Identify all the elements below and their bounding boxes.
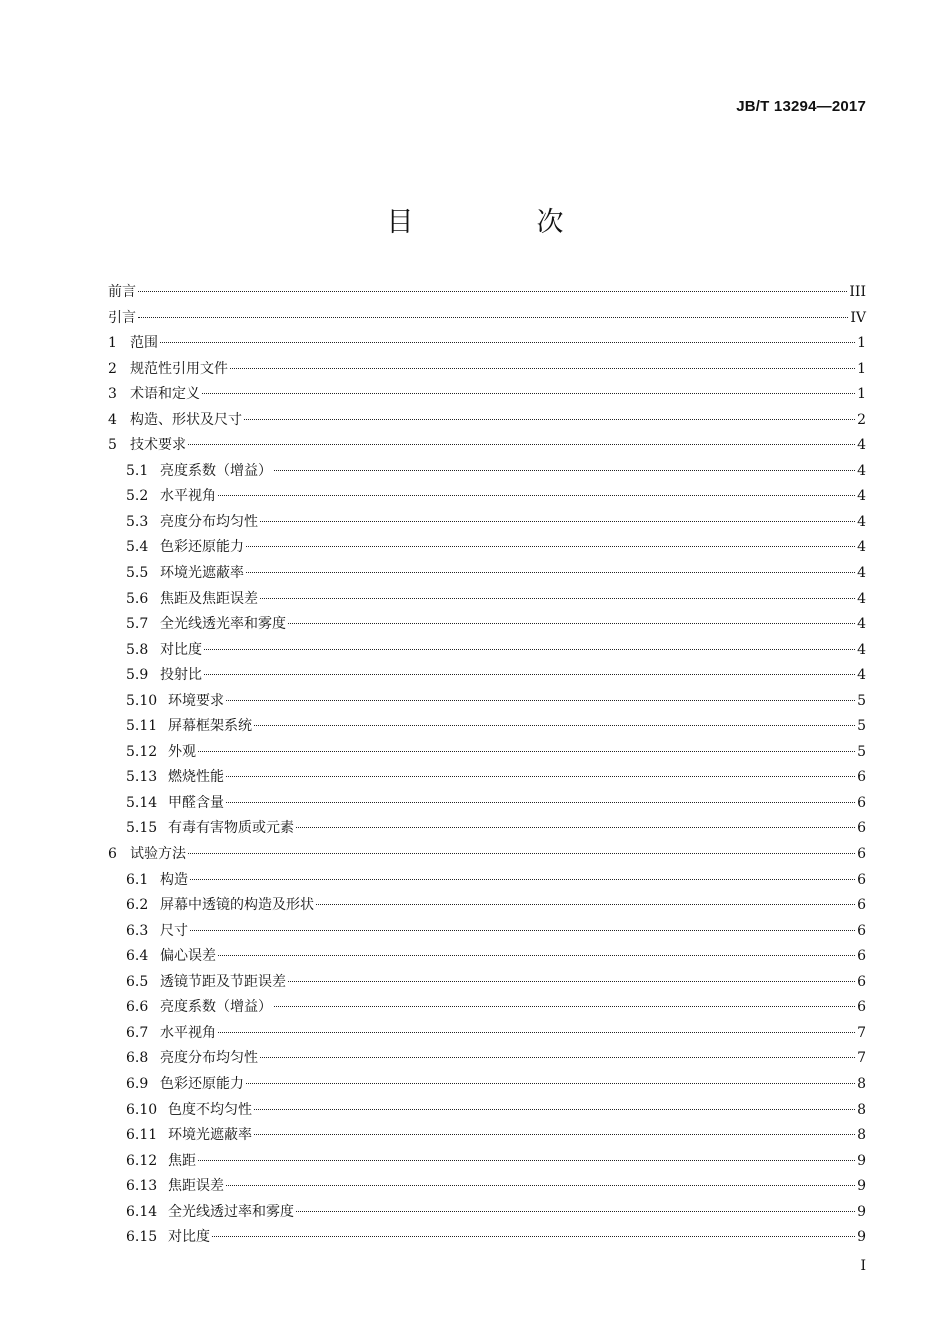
toc-entry[interactable] [108, 689, 866, 715]
dot-leader [246, 545, 855, 547]
toc-entry-page: 4 [857, 667, 866, 684]
dot-leader [226, 775, 855, 777]
toc-entry-page: 8 [857, 1075, 866, 1092]
toc-entry[interactable] [108, 816, 866, 842]
toc-entry[interactable] [108, 612, 866, 638]
toc-entry-page: 6 [857, 846, 866, 863]
toc-entry-number: 5.15 [126, 820, 158, 837]
toc-entry-page: 6 [857, 820, 866, 837]
toc-entry-number: 5.6 [126, 590, 149, 607]
toc-entry-label: 对比度 [160, 641, 202, 658]
toc-entry-page: 4 [857, 513, 866, 530]
toc-entry[interactable] [108, 408, 866, 434]
dot-leader [218, 954, 855, 956]
toc-entry-page: 6 [857, 897, 866, 914]
toc-entry-label: 屏幕框架系统 [168, 718, 252, 735]
toc-entry[interactable] [108, 1098, 866, 1124]
toc-entry-number: 2 [108, 360, 117, 377]
toc-entry-number: 6.10 [126, 1101, 158, 1118]
toc-entry-number: 1 [108, 335, 117, 352]
toc-entry-label: 色彩还原能力 [160, 1075, 244, 1092]
dot-leader [218, 494, 855, 496]
dot-leader [188, 443, 855, 445]
dot-leader [288, 980, 855, 982]
page-title: 目 次 [386, 207, 612, 238]
toc-entry[interactable] [108, 663, 866, 689]
toc-entry-page: 4 [857, 539, 866, 556]
toc-entry-number: 6.5 [126, 973, 149, 990]
toc-entry[interactable] [108, 1021, 866, 1047]
toc-entry-label: 尺寸 [160, 922, 188, 939]
toc-entry-page: IV [850, 309, 866, 326]
toc-entry[interactable] [108, 638, 866, 664]
document-code: JB/T 13294—2017 [736, 98, 866, 115]
toc-entry-label: 构造、形状及尺寸 [130, 411, 242, 428]
table-of-contents [108, 280, 866, 1251]
toc-entry[interactable] [108, 842, 866, 868]
toc-entry[interactable] [108, 484, 866, 510]
toc-entry-label: 水平视角 [160, 488, 216, 505]
toc-entry[interactable] [108, 765, 866, 791]
toc-entry-label: 焦距 [168, 1152, 196, 1169]
toc-entry-page: 6 [857, 999, 866, 1016]
toc-entry-number: 6.9 [126, 1075, 149, 1092]
toc-entry-label: 焦距及焦距误差 [160, 590, 258, 607]
toc-entry-page: 4 [857, 641, 866, 658]
dot-leader [296, 826, 855, 828]
toc-entry-page: 7 [857, 1024, 866, 1041]
dot-leader [226, 801, 855, 803]
toc-entry-page: 6 [857, 973, 866, 990]
dot-leader [212, 1235, 855, 1237]
dot-leader [138, 316, 848, 318]
toc-entry-page: 5 [857, 692, 866, 709]
dot-leader [254, 1108, 855, 1110]
toc-entry-label: 燃烧性能 [168, 769, 224, 786]
toc-entry-page: 4 [857, 616, 866, 633]
toc-entry-label: 构造 [160, 871, 188, 888]
toc-entry[interactable] [108, 995, 866, 1021]
toc-entry[interactable] [108, 433, 866, 459]
dot-leader [198, 750, 855, 752]
toc-entry-page: 1 [857, 386, 866, 403]
toc-entry-page: 6 [857, 871, 866, 888]
toc-entry-label: 甲醛含量 [168, 794, 224, 811]
dot-leader [190, 878, 855, 880]
toc-entry[interactable] [108, 306, 866, 332]
toc-entry-label: 投射比 [160, 667, 202, 684]
toc-entry-label: 亮度系数（增益） [160, 999, 272, 1016]
toc-entry-label: 水平视角 [160, 1024, 216, 1041]
toc-entry-label: 环境要求 [168, 692, 224, 709]
toc-entry-page: 9 [857, 1178, 866, 1195]
toc-entry-number: 5.12 [126, 743, 158, 760]
toc-entry-number: 6.2 [126, 897, 149, 914]
toc-entry-page: 1 [857, 335, 866, 352]
dot-leader [244, 418, 855, 420]
toc-entry[interactable] [108, 714, 866, 740]
toc-entry[interactable] [108, 1225, 866, 1251]
toc-entry-label: 亮度分布均匀性 [160, 513, 258, 530]
toc-entry[interactable] [108, 535, 866, 561]
toc-entry-number: 5.5 [126, 565, 149, 582]
toc-entry-number: 3 [108, 386, 117, 403]
toc-entry-number: 5.8 [126, 641, 149, 658]
dot-leader [296, 1210, 855, 1212]
toc-entry[interactable] [108, 587, 866, 613]
toc-entry-number: 6.4 [126, 948, 149, 965]
toc-entry-label: 引言 [108, 309, 136, 326]
toc-entry-label: 外观 [168, 743, 196, 760]
dot-leader [274, 469, 855, 471]
toc-entry[interactable] [108, 791, 866, 817]
toc-entry-number: 5.14 [126, 794, 158, 811]
toc-entry-label: 有毒有害物质或元素 [168, 820, 294, 837]
toc-entry-number: 5.3 [126, 513, 149, 530]
dot-leader [260, 520, 855, 522]
toc-entry-number: 6.1 [126, 871, 149, 888]
toc-entry-number: 6.15 [126, 1229, 158, 1246]
toc-entry[interactable] [108, 357, 866, 383]
toc-entry[interactable] [108, 868, 866, 894]
toc-entry-label: 色度不均匀性 [168, 1101, 252, 1118]
toc-entry[interactable] [108, 459, 866, 485]
toc-entry-number: 6 [108, 846, 117, 863]
toc-entry[interactable] [108, 970, 866, 996]
dot-leader [218, 1031, 855, 1033]
toc-entry-number: 5.13 [126, 769, 158, 786]
toc-entry[interactable] [108, 561, 866, 587]
dot-leader [230, 367, 855, 369]
dot-leader [188, 852, 855, 854]
toc-entry-page: 8 [857, 1127, 866, 1144]
toc-entry-label: 术语和定义 [130, 386, 200, 403]
toc-entry-page: 6 [857, 794, 866, 811]
toc-entry-page: 7 [857, 1050, 866, 1067]
toc-entry-label: 范围 [130, 335, 158, 352]
toc-entry-page: 6 [857, 922, 866, 939]
toc-entry[interactable] [108, 1174, 866, 1200]
toc-entry-number: 4 [108, 411, 117, 428]
toc-entry[interactable] [108, 1149, 866, 1175]
toc-entry-page: 4 [857, 488, 866, 505]
dot-leader [160, 341, 855, 343]
toc-entry[interactable] [108, 740, 866, 766]
toc-entry-number: 6.12 [126, 1152, 158, 1169]
toc-entry-label: 技术要求 [130, 437, 186, 454]
toc-entry-page: 2 [857, 411, 866, 428]
toc-entry-label: 对比度 [168, 1229, 210, 1246]
toc-entry-label: 色彩还原能力 [160, 539, 244, 556]
toc-entry-page: 1 [857, 360, 866, 377]
toc-entry-number: 6.13 [126, 1178, 158, 1195]
toc-entry-number: 5.4 [126, 539, 149, 556]
dot-leader [204, 648, 855, 650]
toc-entry-page: 9 [857, 1203, 866, 1220]
page-number: I [860, 1258, 866, 1274]
toc-entry-number: 6.6 [126, 999, 149, 1016]
toc-entry-number: 6.11 [126, 1127, 158, 1144]
toc-entry-number: 5.2 [126, 488, 149, 505]
toc-entry-page: 5 [857, 718, 866, 735]
toc-entry-page: 8 [857, 1101, 866, 1118]
toc-entry[interactable] [108, 510, 866, 536]
toc-entry-page: 9 [857, 1229, 866, 1246]
dot-leader [246, 571, 855, 573]
toc-entry-page: 4 [857, 462, 866, 479]
dot-leader [254, 724, 855, 726]
toc-entry[interactable] [108, 893, 866, 919]
toc-entry-number: 5.9 [126, 667, 149, 684]
toc-entry[interactable] [108, 382, 866, 408]
toc-entry-label: 亮度系数（增益） [160, 462, 272, 479]
toc-entry-label: 屏幕中透镜的构造及形状 [160, 897, 314, 914]
dot-leader [226, 699, 855, 701]
toc-entry-page: 4 [857, 565, 866, 582]
toc-entry-number: 5.7 [126, 616, 149, 633]
toc-entry-page: 4 [857, 437, 866, 454]
toc-entry-page: 6 [857, 948, 866, 965]
dot-leader [254, 1133, 855, 1135]
dot-leader [204, 673, 855, 675]
dot-leader [190, 929, 855, 931]
toc-entry[interactable] [108, 1123, 866, 1149]
dot-leader [138, 290, 847, 292]
dot-leader [202, 392, 855, 394]
toc-entry[interactable] [108, 1200, 866, 1226]
toc-entry-label: 试验方法 [130, 846, 186, 863]
toc-entry-label: 前言 [108, 284, 136, 300]
toc-entry[interactable] [108, 944, 866, 970]
toc-entry-page: 4 [857, 590, 866, 607]
dot-leader [288, 622, 855, 624]
toc-entry[interactable] [108, 280, 866, 306]
toc-entry-label: 偏心误差 [160, 948, 216, 965]
dot-leader [316, 903, 855, 905]
toc-entry-page: III [849, 284, 866, 300]
toc-entry-number: 5.11 [126, 718, 158, 735]
toc-entry-number: 6.7 [126, 1024, 149, 1041]
dot-leader [226, 1184, 855, 1186]
toc-entry[interactable] [108, 1046, 866, 1072]
toc-entry-number: 6.8 [126, 1050, 149, 1067]
toc-entry-label: 规范性引用文件 [130, 360, 228, 377]
dot-leader [260, 597, 855, 599]
dot-leader [198, 1159, 855, 1161]
toc-entry-page: 9 [857, 1152, 866, 1169]
toc-entry-number: 5.10 [126, 692, 158, 709]
toc-entry-number: 6.3 [126, 922, 149, 939]
toc-entry-label: 亮度分布均匀性 [160, 1050, 258, 1067]
toc-entry-number: 5.1 [126, 462, 149, 479]
toc-entry-label: 环境光遮蔽率 [168, 1127, 252, 1144]
dot-leader [274, 1005, 855, 1007]
toc-entry-page: 5 [857, 743, 866, 760]
toc-entry-label: 全光线透过率和雾度 [168, 1203, 294, 1220]
toc-entry[interactable] [108, 331, 866, 357]
toc-entry[interactable] [108, 919, 866, 945]
toc-entry-label: 全光线透光率和雾度 [160, 616, 286, 633]
dot-leader [246, 1082, 855, 1084]
toc-entry-label: 环境光遮蔽率 [160, 565, 244, 582]
toc-entry-label: 透镜节距及节距误差 [160, 973, 286, 990]
toc-entry[interactable] [108, 1072, 866, 1098]
toc-entry-number: 5 [108, 437, 117, 454]
toc-entry-number: 6.14 [126, 1203, 158, 1220]
dot-leader [260, 1056, 855, 1058]
toc-entry-label: 焦距误差 [168, 1178, 224, 1195]
toc-entry-page: 6 [857, 769, 866, 786]
